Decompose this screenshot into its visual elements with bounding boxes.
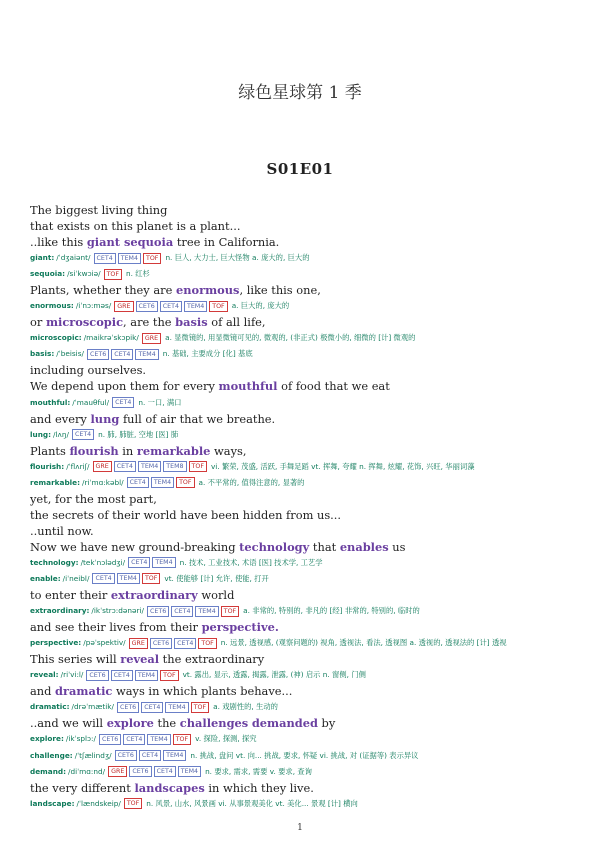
exam-tag: TEM4	[118, 253, 141, 264]
vocab-definition: vt. 露出, 显示, 透露, 揭露, 泄露, (神) 启示 n. 窗侧, 门侧	[182, 670, 366, 680]
subtitle-text: Now we have new ground-breaking	[30, 539, 240, 554]
vocab-entry	[30, 475, 585, 491]
vocab-definition: n. 挑战, 盘问 vt. 向... 挑战, 要求, 怀疑 vi. 挑战, 对 (证据等) 表示异议	[190, 750, 419, 760]
exam-tag: TOF	[173, 734, 191, 745]
vocab-entry	[30, 250, 585, 266]
vocab-entry	[30, 635, 585, 651]
vocab-definition: vt. 使能够 [计] 允许, 使能, 打开	[164, 573, 269, 583]
subtitle-text: ways in which plants behave...	[112, 684, 293, 699]
exam-tag: CET4	[160, 301, 182, 312]
vocab-word: giant:	[30, 253, 55, 263]
subtitle-text: and every	[30, 411, 91, 426]
vocab-word: reveal:	[30, 670, 59, 680]
exam-tag: TOF	[104, 269, 122, 280]
exam-tag: CET6	[136, 301, 158, 312]
exam-tag: CET4	[111, 670, 133, 681]
vocab-highlight: demanded	[251, 716, 318, 731]
subtitle-line	[30, 378, 585, 394]
vocab-definition: v. 探险, 探测, 探究	[195, 734, 257, 744]
vocab-definition: vi. 繁荣, 茂盛, 活跃, 手舞足蹈 vt. 挥舞, 夸耀 n. 挥舞, 炫耀, 花饰, 兴旺, 华丽词藻	[210, 461, 475, 471]
subtitle-text: Plants, whether they are	[30, 283, 176, 298]
vocab-highlight: dramatic	[55, 684, 113, 699]
exam-tag: CET4	[171, 606, 193, 617]
vocab-definition: a. 不平常的, 值得注意的, 显著的	[198, 477, 305, 487]
vocab-highlight: flourish	[69, 443, 119, 458]
subtitle-text: The biggest living thing	[30, 203, 168, 217]
exam-tag: TOF	[198, 638, 216, 649]
exam-tag: CET6	[86, 670, 108, 681]
exam-tag: TOF	[143, 253, 161, 264]
vocab-word: demand:	[30, 766, 67, 776]
vocab-definition: n. 远景, 透视感, (观察问题的) 视角, 透视法, 看法, 透视图 a. 透视的, 透视法的 [计] 透视	[220, 638, 507, 648]
subtitle-line	[30, 362, 585, 378]
vocab-entry	[30, 699, 585, 715]
subtitle-text: This series will	[30, 652, 121, 667]
exam-tag: CET4	[174, 638, 196, 649]
vocab-definition: a. 非常的, 特别的, 非凡的 [经] 非常的, 特别的, 临时的	[243, 606, 420, 616]
vocab-highlight: enormous	[175, 283, 240, 298]
exam-tag: TEM4	[195, 606, 218, 617]
exam-tag: CET4	[92, 573, 114, 584]
exam-tag: TEM4	[152, 557, 175, 568]
exam-tag: GRE	[108, 766, 127, 777]
exam-tag: GRE	[114, 301, 133, 312]
subtitle-line	[30, 443, 585, 459]
exam-tag: CET4	[128, 557, 150, 568]
exam-tag: CET4	[123, 734, 145, 745]
vocab-entry	[30, 427, 585, 443]
exam-tag: CET4	[72, 429, 94, 440]
vocab-highlight: technology	[239, 539, 310, 554]
vocab-definition: n. 巨人, 大力士, 巨大怪物 a. 庞大的, 巨大的	[165, 253, 310, 263]
subtitle-text: ways,	[210, 443, 247, 458]
exam-tag: CET4	[141, 702, 163, 713]
exam-tag: TEM4	[147, 734, 170, 745]
exam-tag: TOF	[142, 573, 160, 584]
subtitle-line	[30, 587, 585, 603]
vocab-definition: a. 戏剧性的, 生动的	[213, 702, 278, 712]
vocab-definition: a. 显微镜的, 用显微镜可见的, 微观的, (非正式) 极微小的, 细微的 [计] 微观的	[165, 333, 416, 343]
subtitle-text: of all life,	[207, 315, 266, 330]
exam-tag: TEM4	[135, 670, 158, 681]
exam-tag: TEM4	[165, 702, 188, 713]
subtitle-text: yet, for the most part,	[30, 491, 157, 506]
vocab-word: microscopic:	[30, 333, 82, 343]
vocab-phonetic: /ˈtʃælindʒ/	[74, 750, 112, 760]
vocab-highlight: lung	[90, 411, 120, 426]
subtitle-line	[30, 218, 585, 234]
vocab-entry	[30, 667, 585, 683]
vocab-highlight: perspective.	[201, 620, 279, 635]
vocab-phonetic: /ˈmauθful/	[72, 397, 110, 407]
subtitle-line	[30, 780, 585, 796]
vocab-phonetic: /tekˈnɔlədʒi/	[80, 557, 126, 567]
vocab-highlight: enables	[339, 539, 389, 554]
exam-tag: TEM4	[135, 349, 158, 360]
vocab-definition: n. 风景, 山水, 风景画 vi. 从事景观美化 vt. 美化... 景观 [计] 横向	[146, 798, 358, 808]
vocab-entry	[30, 459, 585, 475]
exam-tag: TOF	[221, 606, 239, 617]
vocab-phonetic: /drəˈmætik/	[71, 702, 114, 712]
vocab-entry	[30, 764, 585, 780]
vocab-phonetic: /maikrəˈskɔpik/	[83, 333, 139, 343]
vocab-phonetic: /diˈmɑ:nd/	[68, 766, 106, 776]
subtitle-text: , are the	[123, 315, 176, 330]
vocab-phonetic: /ikˈstrɔ:dənəri/	[91, 606, 144, 616]
vocab-word: lung:	[30, 429, 52, 439]
subtitle-text: Plants	[30, 443, 70, 458]
vocab-entry	[30, 346, 585, 362]
vocab-word: perspective:	[30, 638, 82, 648]
exam-tag: TOF	[124, 798, 142, 809]
vocab-word: mouthful:	[30, 397, 71, 407]
exam-tag: GRE	[93, 461, 112, 472]
exam-tag: CET4	[154, 766, 176, 777]
vocab-word: landscape:	[30, 798, 75, 808]
page-number: 1	[297, 823, 303, 833]
vocab-highlight: basis	[175, 315, 208, 330]
vocab-entry	[30, 748, 585, 764]
vocab-definition: n. 技术, 工业技术, 术语 [医] 技术学, 工艺学	[179, 557, 323, 567]
exam-tag: TOF	[189, 461, 207, 472]
vocab-word: challenge:	[30, 750, 73, 760]
vocab-word: enable:	[30, 573, 61, 583]
subtitle-line	[30, 314, 585, 330]
subtitle-text: or	[30, 315, 46, 330]
subtitle-line	[30, 202, 585, 218]
exam-tag: CET4	[94, 253, 116, 264]
vocab-phonetic: /ˈbeisis/	[56, 349, 84, 359]
exam-tag: GRE	[129, 638, 148, 649]
vocab-entry	[30, 330, 585, 346]
vocab-highlight: landscapes	[134, 780, 205, 795]
exam-tag: CET6	[117, 702, 139, 713]
vocab-phonetic: /ˈdʒaiənt/	[56, 253, 91, 263]
vocab-definition: n. 肺, 肺脏, 空地 [医] 肺	[98, 429, 179, 439]
subtitle-line	[30, 282, 585, 298]
vocab-word: basis:	[30, 349, 55, 359]
subtitle-text: by	[317, 716, 336, 731]
subtitle-text: in which they live.	[204, 780, 314, 795]
exam-tag: TEM4	[163, 750, 186, 761]
episode-heading: S01E01	[266, 160, 334, 178]
vocab-highlight: remarkable	[136, 443, 211, 458]
exam-tag: TOF	[160, 670, 178, 681]
vocab-highlight: mouthful	[218, 379, 278, 394]
vocab-word: sequoia:	[30, 269, 66, 279]
vocab-phonetic: /riˈmɑ:kəbl/	[82, 477, 124, 487]
subtitle-line	[30, 234, 585, 250]
vocab-word: remarkable:	[30, 477, 81, 487]
subtitle-text: world	[197, 588, 235, 603]
subtitle-text: to enter their	[30, 588, 111, 603]
vocab-phonetic: /ˈflʌriʃ/	[66, 461, 90, 471]
exam-tag: CET4	[139, 750, 161, 761]
subtitle-line	[30, 619, 585, 635]
subtitle-text: We depend upon them for every	[30, 379, 219, 394]
exam-tag: CET6	[147, 606, 169, 617]
exam-tag: CET6	[115, 750, 137, 761]
exam-tag: CET6	[99, 734, 121, 745]
vocab-phonetic: /iˈneibl/	[62, 573, 90, 583]
vocab-entry	[30, 731, 585, 747]
vocab-phonetic: /ˈlændskeip/	[76, 798, 121, 808]
vocab-entry	[30, 571, 585, 587]
exam-tag: TOF	[209, 301, 227, 312]
subtitle-text: full of air that we breathe.	[119, 411, 276, 426]
exam-tag: TEM4	[117, 573, 140, 584]
exam-tag: TEM4	[184, 301, 207, 312]
exam-tag: TEM4	[178, 766, 201, 777]
exam-tag: CET4	[127, 477, 149, 488]
vocab-word: dramatic:	[30, 702, 70, 712]
subtitle-text: the very different	[30, 780, 135, 795]
exam-tag: TEM4	[138, 461, 161, 472]
subtitle-text: and see their lives from their	[30, 620, 202, 635]
subtitle-text: that exists on this planet is a plant...	[30, 219, 241, 233]
vocab-word: enormous:	[30, 301, 74, 311]
vocab-highlight: explore	[106, 716, 154, 731]
vocab-entry	[30, 603, 585, 619]
subtitle-text: of food that we eat	[277, 379, 390, 394]
vocab-entry	[30, 555, 585, 571]
subtitle-line	[30, 683, 585, 699]
vocab-phonetic: /siˈkwɔiə/	[67, 269, 101, 279]
subtitle-text: that	[309, 539, 340, 554]
exam-tag: GRE	[142, 333, 161, 344]
subtitle-line	[30, 523, 585, 539]
vocab-entry	[30, 796, 585, 812]
exam-tag: TOF	[176, 477, 194, 488]
vocab-highlight: reveal	[120, 652, 160, 667]
subtitle-text: ..and we will	[30, 716, 107, 731]
transcript-body	[30, 202, 585, 812]
subtitle-line	[30, 491, 585, 507]
page-title: 绿色星球第 1 季	[238, 83, 362, 103]
subtitle-text: ..until now.	[30, 523, 94, 538]
subtitle-text: ..like this	[30, 235, 87, 249]
vocab-phonetic: /pəˈspektiv/	[83, 638, 126, 648]
vocab-highlight: microscopic	[45, 315, 124, 330]
subtitle-text: and	[30, 684, 56, 699]
subtitle-line	[30, 539, 585, 555]
vocab-definition: n. 红杉	[126, 269, 150, 279]
vocab-highlight: challenges	[179, 716, 249, 731]
exam-tag: CET6	[87, 349, 109, 360]
vocab-phonetic: /ikˈsplɔ:/	[65, 734, 96, 744]
vocab-entry	[30, 394, 585, 410]
subtitle-text: , like this one,	[239, 283, 321, 298]
vocab-phonetic: /lʌŋ/	[53, 429, 69, 439]
vocab-entry	[30, 266, 585, 282]
subtitle-text: in	[118, 443, 137, 458]
vocab-phonetic: /riˈvi:l/	[60, 670, 84, 680]
exam-tag: TOF	[191, 702, 209, 713]
subtitle-text: tree in California.	[173, 235, 280, 249]
subtitle-line	[30, 411, 585, 427]
exam-tag: CET4	[114, 461, 136, 472]
subtitle-line	[30, 507, 585, 523]
vocab-definition: n. 基础, 主要成分 [化] 基底	[162, 349, 253, 359]
subtitle-text: us	[388, 539, 406, 554]
vocab-definition: n. 一口, 满口	[138, 397, 182, 407]
subtitle-text: the secrets of their world have been hidden from us...	[30, 507, 342, 522]
subtitle-text: the extraordinary	[159, 652, 265, 667]
vocab-word: explore:	[30, 734, 64, 744]
vocab-phonetic: /iˈnɔ:məs/	[75, 301, 112, 311]
vocab-definition: n. 要求, 需求, 需要 v. 要求, 查询	[205, 766, 312, 776]
exam-tag: TEM4	[151, 477, 174, 488]
subtitle-text: the	[153, 716, 180, 731]
vocab-word: technology:	[30, 557, 79, 567]
exam-tag: TEM8	[163, 461, 186, 472]
vocab-definition: a. 巨大的, 庞大的	[231, 301, 290, 311]
vocab-highlight: giant sequoia	[86, 235, 174, 249]
subtitle-line	[30, 651, 585, 667]
vocab-highlight: extraordinary	[110, 588, 198, 603]
subtitle-text: including ourselves.	[30, 363, 147, 378]
exam-tag: CET4	[111, 349, 133, 360]
exam-tag: CET6	[150, 638, 172, 649]
vocab-word: extraordinary:	[30, 606, 90, 616]
vocab-entry	[30, 298, 585, 314]
exam-tag: CET4	[112, 397, 134, 408]
exam-tag: CET6	[129, 766, 151, 777]
subtitle-line	[30, 715, 585, 731]
vocab-word: flourish:	[30, 461, 65, 471]
